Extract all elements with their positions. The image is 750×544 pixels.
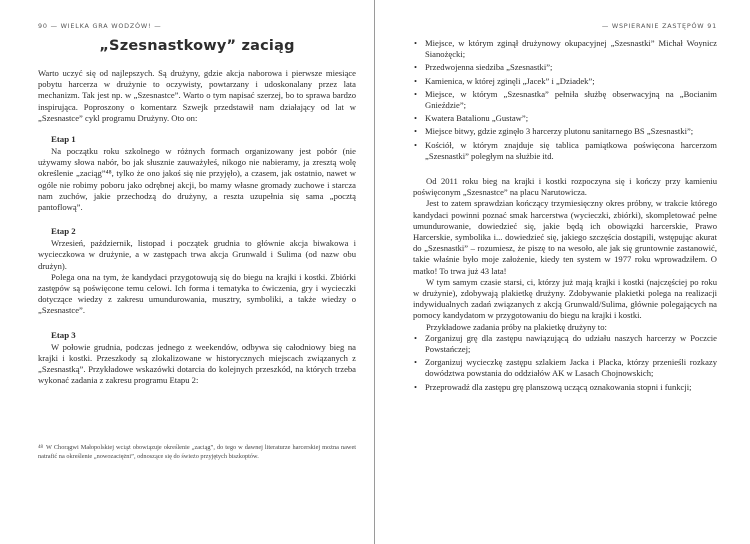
location-list <box>413 38 717 162</box>
etap-1-heading: Etap 1 <box>51 134 76 145</box>
list-item: • Przedwojenna siedziba „Szesnastki”; <box>413 62 717 73</box>
list-item: • Zorganizuj wycieczkę zastępu szlakiem Jacka i Placka, którzy przenieśli rozkazy dowództwa powstania do oddziałów AK w Lasach Chojnowskich; <box>413 357 717 379</box>
etap-3-text: W połowie grudnia, podczas jednego z weekendów, odbywa się całodniowy bieg na krajki i kostki. Przeszkody są zlokalizowane w historycznych miejscach związanych z „Szesnastką”. Przykładowe wskazówki dotarcia do kolejnych przeszkód, na których trzeba wykonać zadania z zakresu programu Etapu 2: <box>38 341 356 386</box>
list-item: • Miejsce, w którym „Szesnastka” pełniła służbę obserwacyjną na „Bocianim Gnieździe”; <box>413 89 717 111</box>
intro-paragraph: Warto uczyć się od najlepszych. Są drużyny, gdzie akcja naborowa i pierwsze miesiące pobytu harcerza w drużynie to oczywisty, powtarzany i udoskonalany przez lata mechanizm. Tak jest np. w „Szesnastce”. Warto o tym napisać szerzej, bo to sprawa bardzo inspirująca. Poproszony o komentarz Szwejk przedstawił nam działający od lat w „Szesnastce” cykl programu Drużyny. Oto on: <box>38 68 356 123</box>
list-item: • Kwatera Batalionu „Gustaw”; <box>413 113 717 124</box>
footnote <box>38 444 356 461</box>
right-page <box>375 0 750 544</box>
running-header-left: 90 — WIELKA GRA WODZÓW! — <box>38 22 162 30</box>
list-item: • Miejsce bitwy, gdzie zginęło 3 harcerzy plutonu sanitarnego BS „Szesnastki”; <box>413 126 717 137</box>
paragraph-2011: Od 2011 roku bieg na krajki i kostki rozpoczyna się i kończy przy kamieniu poświęconym „Szesnastce” na placu Narutowicza. <box>413 176 717 198</box>
paragraph-sprawdzian: Jest to zatem sprawdzian kończący trzymiesięczny okres próbny, w trakcie którego kandydaci powinni poznać smak harcerstwa (wycieczki, zbiórki), skompletować pełne umundurowanie, dowiedzieć się, jakie będą ich obowiązki harcerskie, Prawo Harcerskie, symbolika i... dowiedzieć się, jakiego szczęścia dostąpili, wstępując akurat do „Szesnastki” – rozumiesz, że piszę to na wesoło, ale jak się gruntownie zastanowić, takie właśnie było moje założenie, kiedy ten system w 1977 roku wprowadziłem. O matko! To trwa już 43 lata! <box>413 198 717 276</box>
left-page <box>0 0 374 544</box>
etap-3-heading: Etap 3 <box>51 329 76 340</box>
list-item: • Kamienica, w której zginęli „Jacek” i „Dziadek”; <box>413 76 717 87</box>
list-item: • Kościół, w którym znajduje się tablica pamiątkowa poświęcona harcerzom „Szesnastki” poległym na służbie itd. <box>413 140 717 162</box>
footnote-text: W Chorągwi Małopolskiej wciąż obowiązuje określenie „zaciąg”, do tego w dawnej literaturze harcerskiej można nawet natrafić na określenie „nowozaciężni”, odnoszące się do świeżo przyjętych biszkoptów. <box>38 444 356 460</box>
paragraph-zadania-intro: Przykładowe zadania próby na plakietkę drużyny to: <box>426 321 607 332</box>
list-item: • Przeprowadź dla zastępu grę planszową uczącą oznakowania stopni i funkcji; <box>413 382 717 393</box>
etap-2-text-2: Polega ona na tym, że kandydaci przygotowują się do biegu na krajki i kostki. Zbiórki zastępów są poświęcone temu celowi. Ich forma i tematyka to ćwiczenia, gry i wycieczki dotyczące wiedzy z zakresu umundurowania, musztry, symboliki, a także wiedzy o „Szesnastce”. <box>38 271 356 316</box>
footnote-mark: 48 <box>38 445 43 450</box>
etap-2-heading: Etap 2 <box>51 226 76 237</box>
running-header-right: — WSPIERANIE ZASTĘPÓW 91 <box>601 22 717 30</box>
list-item: • Zorganizuj grę dla zastępu nawiązującą do udziału naszych harcerzy w Poczcie Powstańczej; <box>413 333 717 355</box>
etap-1-text: Na początku roku szkolnego w różnych formach organizowany jest pobór (nie używamy słowa nabór, bo jak słusznie zauważyłeś, nikogo nie nabieramy, ja zresztą wolę określenie „zaciąg”⁴⁸, tylko że ono jakoś się nie przyjęło), a czasem, jak ostatnio, nawet w ogóle nie robimy poboru jako odrębnej akcji, bo mamy własne gromady zuchowe i starcza nam zuchów, jakie przechodzą do drużyny, a reszta uzupełnia się sama „pocztą pantoflową”. <box>38 146 356 213</box>
chapter-title: „Szesnastkowy” zaciąg <box>99 38 295 54</box>
paragraph-plakietka: W tym samym czasie starsi, ci, którzy już mają krajki i kostki (najczęściej po roku w drużynie), zdobywają plakietkę drużyny. Zdobywanie plakietki polega na realizacji indywidualnych zadań związanych z akcją Grunwald/Sulima, głównie polegających na pomocy kandydatom w przygotowaniu do biegu na krajki i kostki. <box>413 276 717 321</box>
etap-2-text-1: Wrzesień, październik, listopad i początek grudnia to głównie akcja biwakowa i wycieczkowa w drużynie, a w zastępach trwa akcja Grunwald i Sulima (od nazw obu drużyn). <box>38 238 356 271</box>
task-list <box>413 333 717 393</box>
list-item: • Miejsce, w którym zginął drużynowy okupacyjnej „Szesnastki” Michał Woynicz Sianożęcki; <box>413 38 717 60</box>
